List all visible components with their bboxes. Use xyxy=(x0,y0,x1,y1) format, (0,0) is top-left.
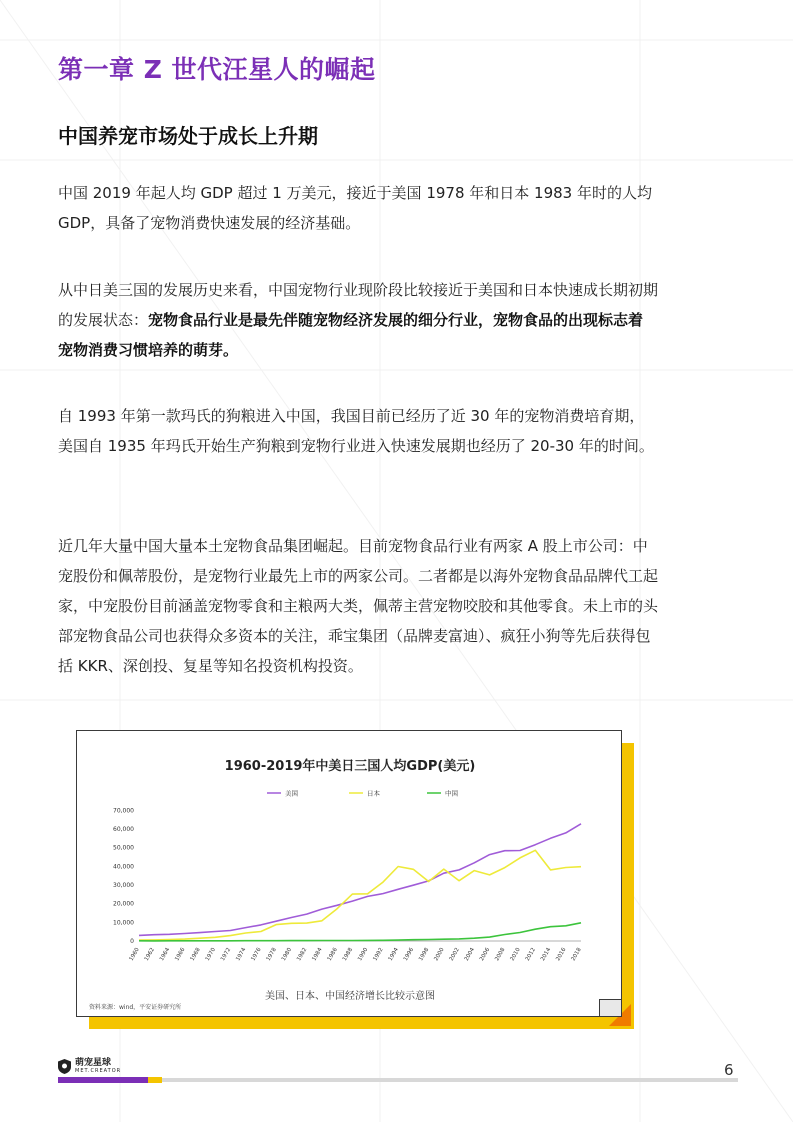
paragraph-2-emphasis: 宠物食品行业是最先伴随宠物经济发展的细分行业，宠物食品的出现标志着宠物消费习惯培养的萌芽。 xyxy=(58,311,644,359)
y-tick-label: 50,000 xyxy=(113,844,134,852)
chapter-title: 第一章 Z 世代汪星人的崛起 xyxy=(58,55,376,84)
x-tick-label: 1976 xyxy=(250,947,263,963)
shield-logo-icon xyxy=(58,1059,71,1074)
x-tick-label: 2004 xyxy=(463,947,477,963)
x-tick-label: 1968 xyxy=(189,947,202,963)
x-tick-label: 2014 xyxy=(540,947,553,963)
x-tick-label: 1972 xyxy=(219,947,233,963)
x-tick-label: 2016 xyxy=(555,947,568,963)
x-tick-label: 1988 xyxy=(341,947,355,963)
chart-card-fold xyxy=(599,999,621,1016)
paragraph-2 xyxy=(58,275,658,365)
x-tick-label: 1994 xyxy=(387,947,400,963)
y-tick-label: 10,000 xyxy=(113,919,134,927)
legend-label: 美国 xyxy=(285,789,298,798)
footer-rule-accent-yellow xyxy=(148,1077,162,1083)
y-tick-label: 30,000 xyxy=(113,882,134,889)
paragraph-1: 中国 2019 年起人均 GDP 超过 1 万美元，接近于美国 1978 年和日本 1983 年时的人均 GDP，具备了宠物消费快速发展的经济基础。 xyxy=(58,184,652,232)
x-tick-label: 1978 xyxy=(265,947,278,963)
y-tick-label: 0 xyxy=(130,938,134,945)
x-tick-label: 1966 xyxy=(174,947,187,963)
logo-en: MET.CREATOR xyxy=(75,1068,122,1074)
paragraph-4: 近几年大量中国大量本土宠物食品集团崛起。目前宠物食品行业有两家 A 股上市公司：中宠股份和佩蒂股份，是宠物行业最先上市的两家公司。二者都是以海外宠物食品品牌代工起家，中宠股份目前涵盖宠物零食和主粮两大类，佩蒂主营宠物咬胶和其他零食。未上市的头部宠物食品公司也获得众多资本的关注，乖宝集团（品牌麦富迪）、疯狂小狗等先后获得包括 KKR、深创投、复星等知名投资机构投资。 xyxy=(58,537,659,675)
paragraph-3: 自 1993 年第一款玛氏的狗粮进入中国，我国目前已经历了近 30 年的宠物消费培育期，美国自 1935 年玛氏开始生产狗粮到宠物行业进入快速发展期也经历了 20-30 年的时间。 xyxy=(58,407,654,455)
x-tick-label: 2008 xyxy=(494,947,507,963)
chart-caption: 美国、日本、中国经济增长比较示意图 xyxy=(265,991,435,1002)
chart-card xyxy=(76,730,622,1017)
x-tick-label: 1998 xyxy=(418,947,431,963)
x-tick-label: 1960 xyxy=(128,947,141,963)
gdp-line-chart xyxy=(77,731,623,1018)
footer-rule-accent-purple xyxy=(58,1077,148,1083)
logo-text xyxy=(75,1058,121,1074)
x-tick-label: 1980 xyxy=(280,947,294,963)
x-tick-label: 2006 xyxy=(479,947,492,963)
x-tick-label: 2018 xyxy=(570,947,583,963)
x-tick-label: 1984 xyxy=(311,947,324,963)
x-tick-label: 1970 xyxy=(204,947,217,963)
x-tick-label: 1974 xyxy=(235,947,248,963)
paragraph-2-text: 从中日美三国的发展历史来看，中国宠物行业现阶段比较接近于美国和日本快速成长期初期的发展状态： xyxy=(58,281,659,329)
chart-source: 资料来源：wind，平安证券研究所 xyxy=(89,1004,182,1011)
x-tick-label: 2000 xyxy=(433,947,446,963)
section-title: 中国养宠市场处于成长上升期 xyxy=(58,124,318,148)
x-tick-label: 2012 xyxy=(524,947,538,963)
x-tick-label: 1982 xyxy=(296,947,309,963)
x-tick-label: 2010 xyxy=(509,947,522,963)
legend-label: 中国 xyxy=(445,789,458,798)
x-tick-label: 1996 xyxy=(402,947,416,963)
x-tick-label: 1964 xyxy=(159,947,172,963)
y-tick-label: 40,000 xyxy=(113,863,134,871)
chart-title: 1960-2019年中美日三国人均GDP(美元) xyxy=(224,759,476,774)
series-line xyxy=(139,850,581,940)
logo-cn: 萌宠星球 xyxy=(75,1058,112,1068)
x-tick-label: 2002 xyxy=(448,947,461,963)
y-tick-label: 60,000 xyxy=(113,826,134,833)
footer-logo xyxy=(58,1058,121,1074)
y-tick-label: 20,000 xyxy=(113,900,134,908)
x-tick-label: 1986 xyxy=(326,947,339,963)
legend-label: 日本 xyxy=(367,789,380,798)
page-number: 6 xyxy=(724,1061,734,1079)
x-tick-label: 1962 xyxy=(143,947,156,963)
series-line xyxy=(139,824,581,936)
y-tick-label: 70,000 xyxy=(113,807,134,815)
x-tick-label: 1990 xyxy=(357,947,370,963)
x-tick-label: 1992 xyxy=(372,947,385,963)
